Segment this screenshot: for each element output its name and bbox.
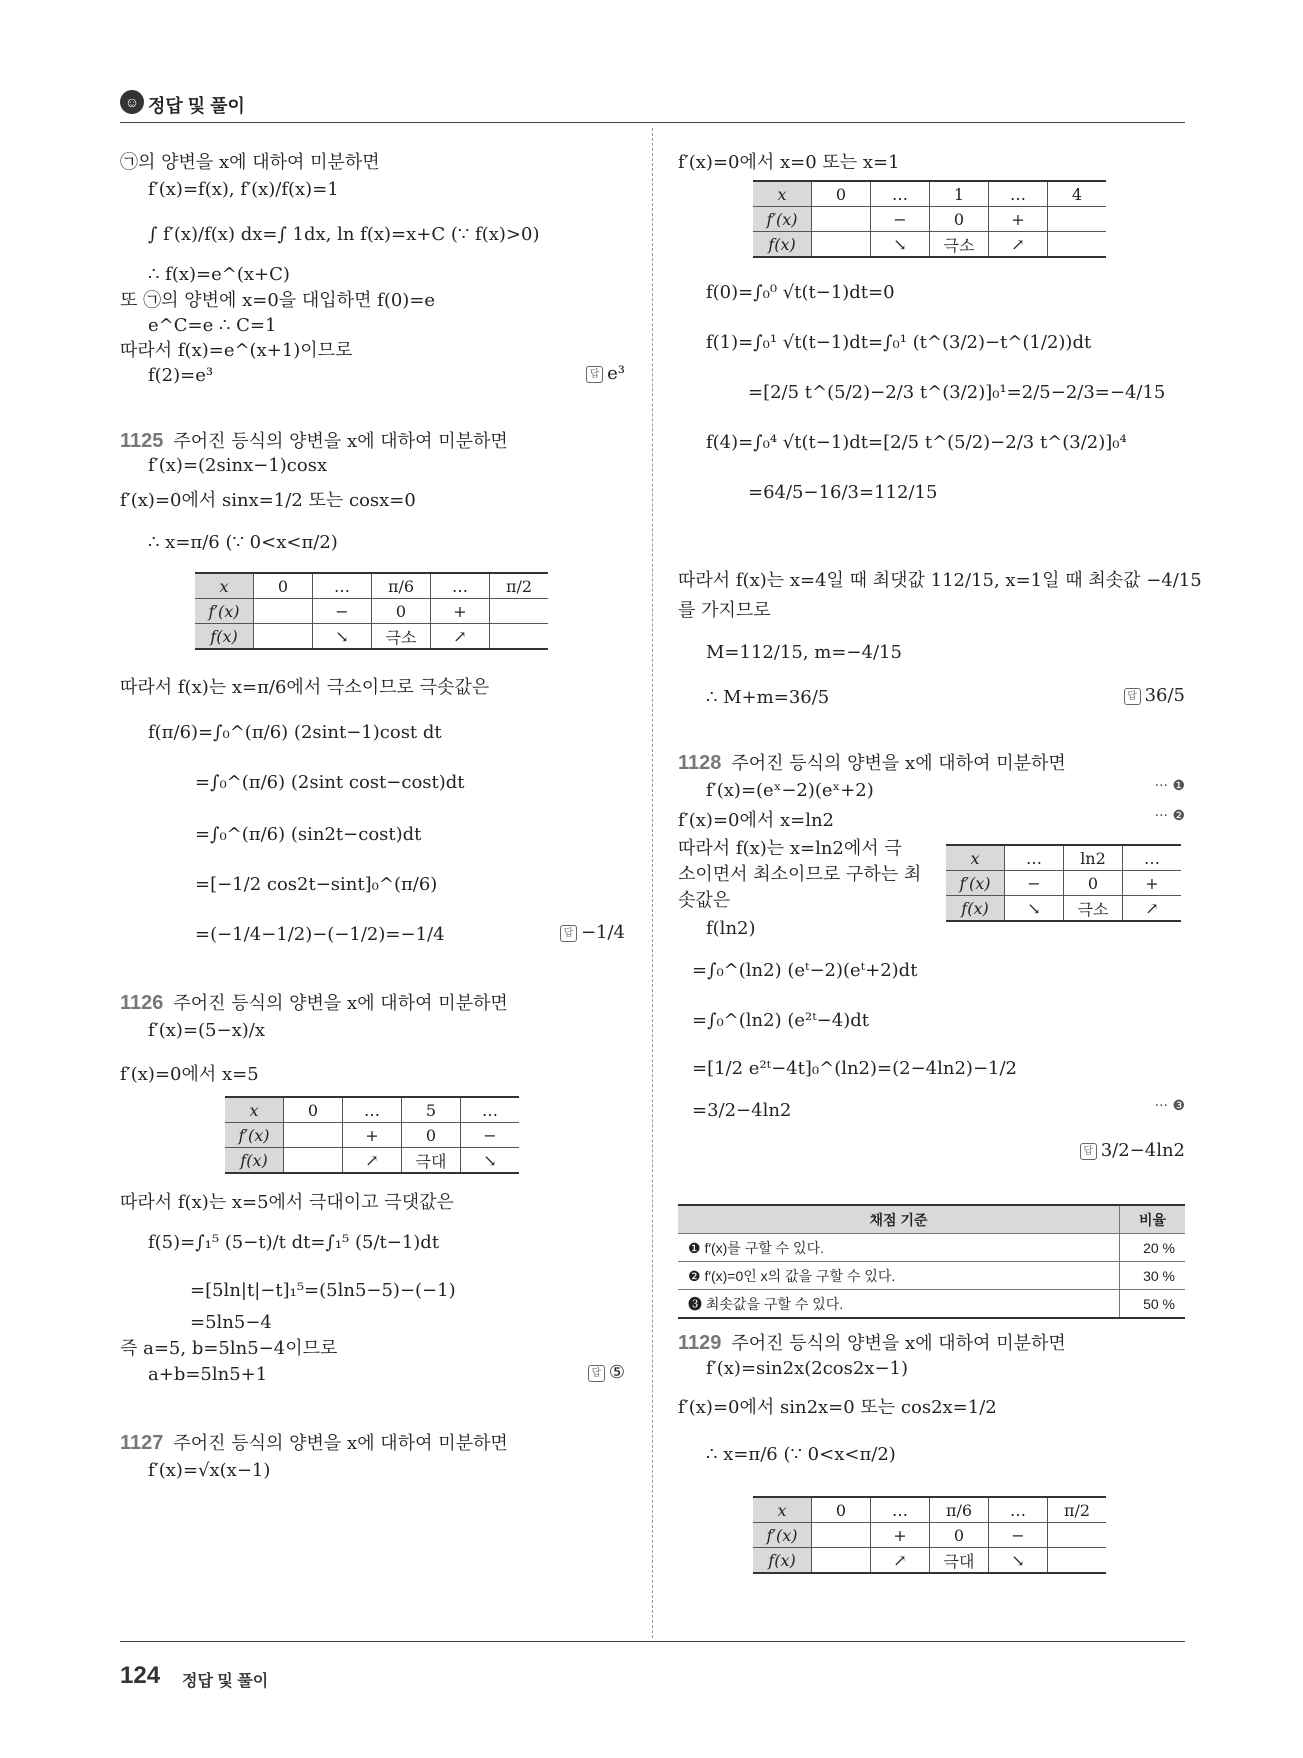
text-line: 소이면서 최소이므로 구하는 최 <box>678 864 922 885</box>
table-cell: ↗ <box>343 1148 402 1174</box>
answer-badge: 답 <box>560 925 577 942</box>
table-cell: … <box>431 573 490 599</box>
table-cell: 4 <box>1048 181 1107 207</box>
table-cell: 극소 <box>1064 896 1123 922</box>
problem-heading: 1127 주어진 등식의 양변을 x에 대하여 미분하면 <box>120 1432 508 1454</box>
table-cell <box>254 599 313 624</box>
table-cell: 극대 <box>930 1548 989 1574</box>
answer: 답 ⑤ <box>588 1362 625 1383</box>
table-cell: π/6 <box>372 573 431 599</box>
table-cell <box>254 624 313 650</box>
text-line: 또 ㉠의 양변에 x=0을 대입하면 f(0)=e <box>120 290 436 311</box>
table-cell: ↗ <box>871 1548 930 1574</box>
page-number: 124 <box>120 1662 161 1689</box>
math-line: f(4)=∫₀⁴ √t(t−1)dt=[2/5 t^(5/2)−2/3 t^(3/2)]₀⁴ <box>706 432 1127 453</box>
text-line: 솟값은 <box>678 890 731 911</box>
table-cell: 1 <box>930 181 989 207</box>
table-cell: f′(x) <box>195 599 254 624</box>
table-cell: f(x) <box>195 624 254 650</box>
answer: 답 −1/4 <box>560 922 625 943</box>
math-line: ∴ M+m=36/5 <box>706 687 830 708</box>
variation-table-1127 <box>753 180 1106 258</box>
table-cell: x <box>753 181 812 207</box>
table-cell: … <box>313 573 372 599</box>
math-line: e^C=e ∴ C=1 <box>148 315 277 336</box>
math-line: =∫₀^(π/6) (2sint cost−cost)dt <box>195 772 465 793</box>
table-cell: + <box>871 1523 930 1548</box>
answer-badge: 답 <box>1124 688 1141 705</box>
math-line: =∫₀^(ln2) (eᵗ−2)(eᵗ+2)dt <box>692 960 918 981</box>
table-cell: … <box>343 1097 402 1123</box>
text-line: 따라서 f(x)는 x=π/6에서 극소이므로 극솟값은 <box>120 677 490 698</box>
table-cell: 0 <box>284 1097 343 1123</box>
smile-icon: ☺ <box>120 90 144 114</box>
table-cell: + <box>343 1123 402 1148</box>
math-line: f′(x)=f(x), f′(x)/f(x)=1 <box>148 179 339 200</box>
math-line: ∴ x=π/6 (∵ 0<x<π/2) <box>148 532 338 553</box>
header-title: 정답 및 풀이 <box>148 96 245 116</box>
grading-criterion: ❸ 최솟값을 구할 수 있다. <box>678 1290 1120 1319</box>
variation-table-1126 <box>225 1096 519 1174</box>
table-cell <box>812 232 871 258</box>
math-line: f′(x)=(eˣ−2)(eˣ+2) <box>706 780 874 801</box>
math-line: ∴ x=π/6 (∵ 0<x<π/2) <box>706 1444 896 1465</box>
table-cell <box>1048 1523 1107 1548</box>
answer: 답 36/5 <box>1124 685 1185 706</box>
math-line: =[2/5 t^(5/2)−2/3 t^(3/2)]₀¹=2/5−2/3=−4/15 <box>748 382 1166 403</box>
math-line: =(−1/4−1/2)−(−1/2)=−1/4 <box>195 924 445 945</box>
table-cell: − <box>313 599 372 624</box>
table-cell: π/2 <box>490 573 549 599</box>
table-cell <box>812 1523 871 1548</box>
math-line: f′(x)=0에서 x=ln2 <box>678 810 835 831</box>
table-cell: 극소 <box>372 624 431 650</box>
text-line: 따라서 f(x)=e^(x+1)이므로 <box>120 340 353 361</box>
math-line: =64/5−16/3=112/15 <box>748 482 938 503</box>
table-cell: x <box>753 1497 812 1523</box>
math-line: f′(x)=0에서 sinx=1/2 또는 cosx=0 <box>120 490 416 511</box>
table-cell: ↘ <box>989 1548 1048 1574</box>
answer-badge: 답 <box>588 1365 605 1382</box>
math-line: f′(x)=(5−x)/x <box>148 1020 265 1041</box>
table-cell <box>490 599 549 624</box>
table-cell: 5 <box>402 1097 461 1123</box>
math-line: f′(x)=sin2x(2cos2x−1) <box>706 1358 909 1379</box>
column-divider <box>652 128 653 1638</box>
table-cell: ↘ <box>313 624 372 650</box>
math-line: ∫ f′(x)/f(x) dx=∫ 1dx, ln f(x)=x+C (∵ f(x)>0) <box>148 224 540 245</box>
table-cell: f′(x) <box>753 207 812 232</box>
table-cell: 0 <box>402 1123 461 1148</box>
table-cell: f′(x) <box>225 1123 284 1148</box>
table-cell: … <box>1005 845 1064 871</box>
table-cell <box>490 624 549 650</box>
text-line: 따라서 f(x)는 x=5에서 극대이고 극댓값은 <box>120 1192 454 1213</box>
step-marker: ··· ❸ <box>1154 1098 1185 1114</box>
text-line: 따라서 f(x)는 x=4일 때 최댓값 112/15, x=1일 때 최솟값 −4/15 <box>678 570 1202 591</box>
grading-ratio: 30 % <box>1120 1262 1186 1290</box>
table-cell: ↘ <box>871 232 930 258</box>
table-cell: − <box>461 1123 520 1148</box>
text-line: 따라서 f(x)는 x=ln2에서 극 <box>678 838 902 859</box>
table-cell: f(x) <box>225 1148 284 1174</box>
table-cell: ln2 <box>1064 845 1123 871</box>
footer-title: 정답 및 풀이 <box>182 1673 269 1690</box>
table-cell <box>1048 207 1107 232</box>
grading-header: 채점 기준 <box>678 1205 1120 1234</box>
math-line: f(5)=∫₁⁵ (5−t)/t dt=∫₁⁵ (5/t−1)dt <box>148 1232 440 1253</box>
math-line: f′(x)=√x(x−1) <box>148 1460 271 1481</box>
grading-header: 비율 <box>1120 1205 1186 1234</box>
table-cell: x <box>225 1097 284 1123</box>
answer-badge: 답 <box>586 366 603 383</box>
table-cell: … <box>871 1497 930 1523</box>
math-line: =5ln5−4 <box>190 1312 272 1333</box>
table-cell: 0 <box>1064 871 1123 896</box>
grading-ratio: 50 % <box>1120 1290 1186 1319</box>
table-cell <box>284 1148 343 1174</box>
table-cell: f′(x) <box>946 871 1005 896</box>
math-line: ∴ f(x)=e^(x+C) <box>148 264 290 285</box>
table-cell: f(x) <box>753 1548 812 1574</box>
table-cell: + <box>989 207 1048 232</box>
math-line: f′(x)=(2sinx−1)cosx <box>148 455 328 476</box>
math-line: =[−1/2 cos2t−sint]₀^(π/6) <box>195 874 438 895</box>
grading-table <box>678 1204 1185 1319</box>
grading-criterion: ❷ f′(x)=0인 x의 값을 구할 수 있다. <box>678 1262 1120 1290</box>
table-cell: 0 <box>812 1497 871 1523</box>
table-cell: ↘ <box>1005 896 1064 922</box>
math-line: =∫₀^(ln2) (e²ᵗ−4)dt <box>692 1010 869 1031</box>
table-cell: + <box>1123 871 1182 896</box>
table-cell: + <box>431 599 490 624</box>
table-cell: f′(x) <box>753 1523 812 1548</box>
table-cell: 0 <box>930 1523 989 1548</box>
math-line: M=112/15, m=−4/15 <box>706 642 902 663</box>
table-cell: − <box>1005 871 1064 896</box>
step-marker: ··· ❶ <box>1154 778 1185 794</box>
variation-table-1125 <box>195 572 548 650</box>
table-cell: x <box>195 573 254 599</box>
table-cell: 극대 <box>402 1148 461 1174</box>
math-line: f′(x)=0에서 x=5 <box>120 1064 259 1085</box>
table-cell: … <box>871 181 930 207</box>
table-cell <box>812 207 871 232</box>
text-line: ㉠의 양변을 x에 대하여 미분하면 <box>120 152 380 173</box>
table-cell: 0 <box>930 207 989 232</box>
answer: 답 3/2−4ln2 <box>1080 1140 1185 1161</box>
math-line: f′(x)=0에서 x=0 또는 x=1 <box>678 152 900 173</box>
table-cell: 0 <box>254 573 313 599</box>
table-cell: − <box>989 1523 1048 1548</box>
table-cell <box>284 1123 343 1148</box>
page-footer <box>120 1641 1185 1690</box>
grading-ratio: 20 % <box>1120 1234 1186 1262</box>
table-cell: … <box>1123 845 1182 871</box>
text-line: 즉 a=5, b=5ln5−4이므로 <box>120 1338 338 1359</box>
problem-heading: 1125 주어진 등식의 양변을 x에 대하여 미분하면 <box>120 430 508 452</box>
page-header <box>120 88 1185 123</box>
math-line: =[5ln|t|−t]₁⁵=(5ln5−5)−(−1) <box>190 1280 456 1301</box>
step-marker: ··· ❷ <box>1154 808 1185 824</box>
math-line: =[1/2 e²ᵗ−4t]₀^(ln2)=(2−4ln2)−1/2 <box>692 1058 1018 1079</box>
table-cell <box>812 1548 871 1574</box>
table-cell: x <box>946 845 1005 871</box>
table-cell <box>1048 1548 1107 1574</box>
problem-heading: 1128 주어진 등식의 양변을 x에 대하여 미분하면 <box>678 752 1066 774</box>
table-cell: … <box>989 1497 1048 1523</box>
table-cell: ↗ <box>989 232 1048 258</box>
table-cell: 0 <box>372 599 431 624</box>
problem-heading: 1129 주어진 등식의 양변을 x에 대하여 미분하면 <box>678 1332 1066 1354</box>
table-cell: π/2 <box>1048 1497 1107 1523</box>
table-cell: 0 <box>812 181 871 207</box>
table-cell <box>1048 232 1107 258</box>
variation-table-1129 <box>753 1496 1106 1574</box>
grading-criterion: ❶ f′(x)를 구할 수 있다. <box>678 1234 1120 1262</box>
math-line: f′(x)=0에서 sin2x=0 또는 cos2x=1/2 <box>678 1397 997 1418</box>
table-cell: π/6 <box>930 1497 989 1523</box>
answer: 답 e³ <box>586 363 625 384</box>
table-cell: ↗ <box>431 624 490 650</box>
text-line: 를 가지므로 <box>678 600 771 621</box>
math-line: f(2)=e³ <box>148 365 214 386</box>
table-cell: f(x) <box>946 896 1005 922</box>
table-cell: 극소 <box>930 232 989 258</box>
problem-heading: 1126 주어진 등식의 양변을 x에 대하여 미분하면 <box>120 992 508 1014</box>
table-cell: ↗ <box>1123 896 1182 922</box>
math-line: f(π/6)=∫₀^(π/6) (2sint−1)cost dt <box>148 722 442 743</box>
table-cell: ↘ <box>461 1148 520 1174</box>
table-cell: … <box>461 1097 520 1123</box>
answer-badge: 답 <box>1080 1143 1097 1160</box>
math-line: f(ln2) <box>706 918 756 939</box>
table-cell: − <box>871 207 930 232</box>
math-line: =3/2−4ln2 <box>692 1100 792 1121</box>
variation-table-1128 <box>946 844 1181 922</box>
table-cell: … <box>989 181 1048 207</box>
math-line: a+b=5ln5+1 <box>148 1364 268 1385</box>
math-line: =∫₀^(π/6) (sin2t−cost)dt <box>195 824 422 845</box>
table-cell: f(x) <box>753 232 812 258</box>
math-line: f(0)=∫₀⁰ √t(t−1)dt=0 <box>706 282 895 303</box>
math-line: f(1)=∫₀¹ √t(t−1)dt=∫₀¹ (t^(3/2)−t^(1/2))dt <box>706 332 1092 353</box>
